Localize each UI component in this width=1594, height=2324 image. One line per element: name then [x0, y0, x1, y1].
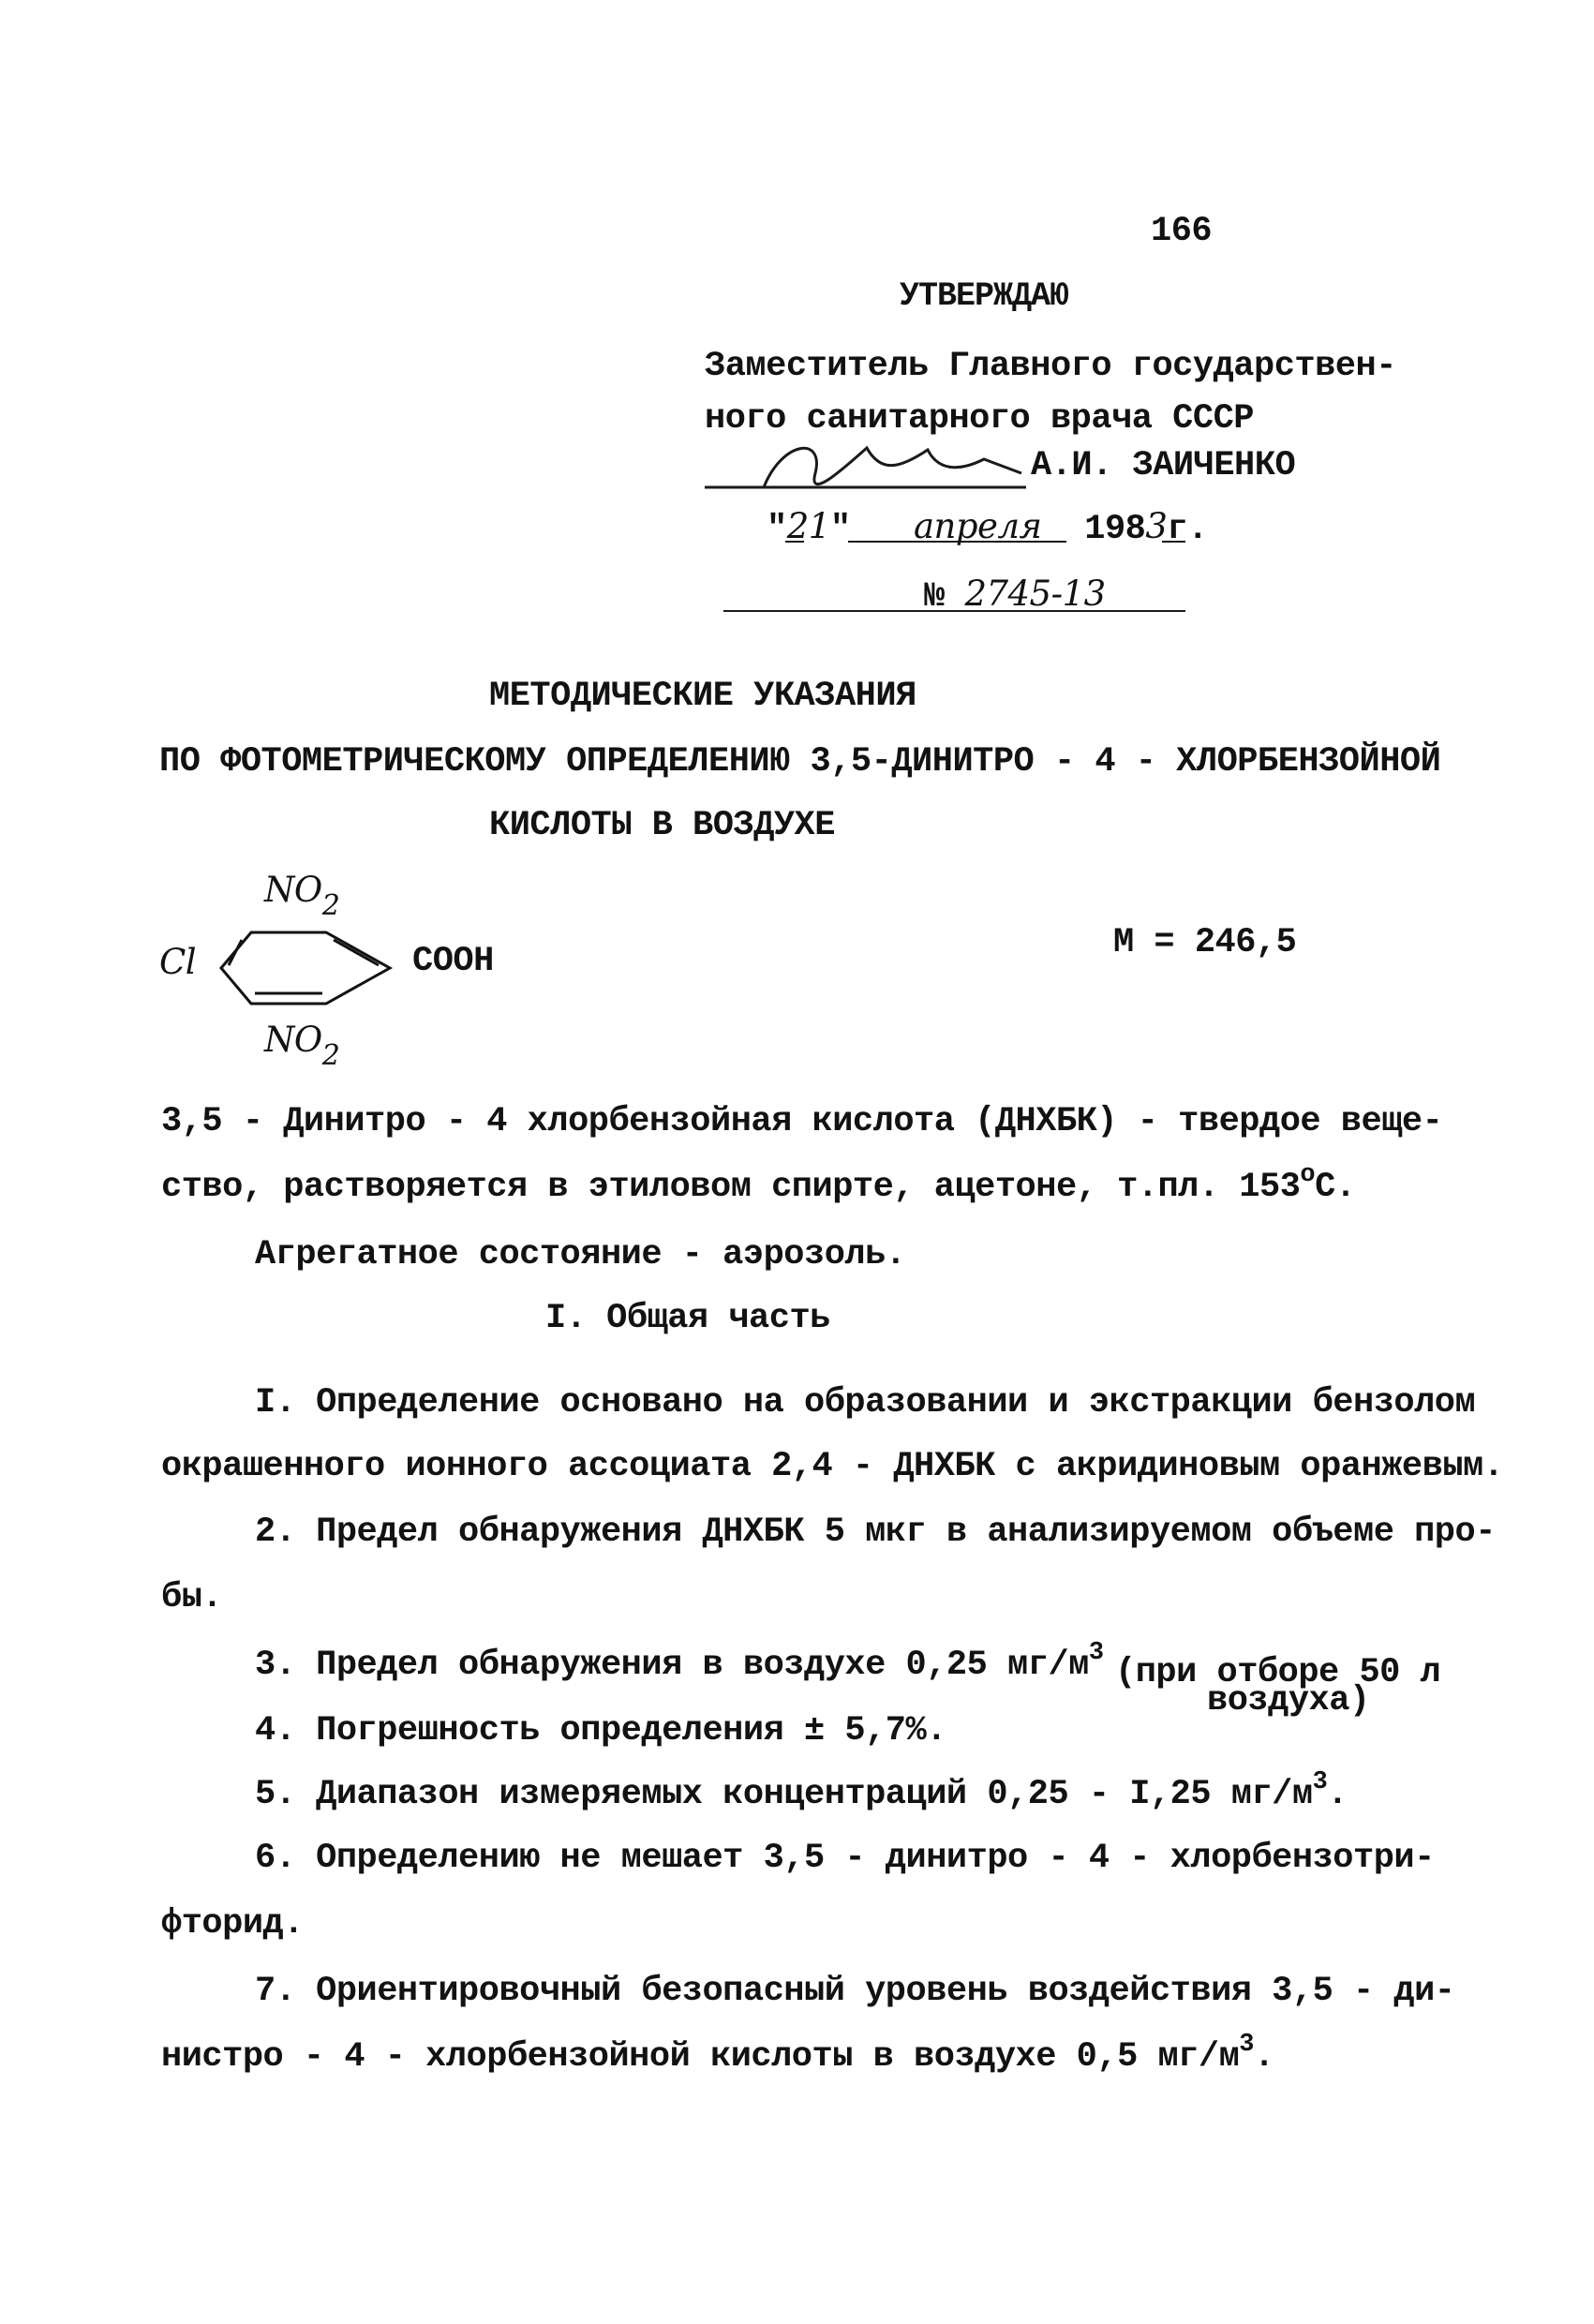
- item-3-note-line-2: воздуха): [1207, 1681, 1370, 1721]
- quote-open: ": [767, 510, 787, 549]
- quote-close: ": [829, 510, 851, 549]
- substituent-cooh: COOH: [412, 942, 494, 981]
- substituent-cl: Cl: [159, 942, 197, 982]
- description-line-1: 3,5 - Динитро - 4 хлорбензойная кислота (ДНХБК) - твердое веще-: [161, 1102, 1443, 1141]
- date-year-suffix: г.: [1167, 510, 1208, 549]
- title-line-3: КИСЛОТЫ В ВОЗДУХЕ: [489, 806, 835, 845]
- item-7-line-1: 7. Ориентировочный безопасный уровень воздействия 3,5 - ди-: [255, 1972, 1455, 2011]
- date-year-prefix: 198: [1084, 510, 1146, 549]
- number-prefix: №: [924, 577, 945, 617]
- date-day: 21: [786, 506, 830, 546]
- item-6-line-1: 6. Определению не мешает 3,5 - динитро - 4 - хлорбензотри-: [255, 1839, 1435, 1878]
- item-2-line-2: бы.: [161, 1578, 223, 1617]
- molar-mass: М = 246,5: [1113, 923, 1297, 962]
- item-3: 3. Предел обнаружения в воздухе 0,25 $мг/м^3$: [255, 1639, 1104, 1685]
- item-2-line-1: 2. Предел обнаружения ДНХБК 5 мкг в анализируемом объеме про-: [255, 1512, 1496, 1552]
- date-month: апреля: [913, 506, 1042, 546]
- approver-name: А.И. ЗАИЧЕНКО: [1031, 446, 1296, 485]
- ring-double-bond-left: [229, 940, 242, 965]
- item-1-line-1: I. Определение основано на образовании и экстракции бензолом: [255, 1383, 1476, 1423]
- substituent-no2-top: $NO_2$: [264, 870, 340, 922]
- section-title: I. Общая часть: [545, 1299, 830, 1338]
- date-year-digit: 3: [1145, 506, 1168, 546]
- description-line-2: ство, растворяется в этиловом спирте, ацетоне, т.пл. $153^оС$.: [161, 1161, 1356, 1207]
- item-7-line-2: нистро - 4 - хлорбензойной кислоты в воздухе 0,5 $мг/м^3$.: [161, 2031, 1274, 2077]
- title-line-1: МЕТОДИЧЕСКИЕ УКАЗАНИЯ: [489, 677, 916, 716]
- approval-line-2: ного санитарного врача СССР: [705, 399, 1254, 439]
- substituent-no2-bottom: $NO_2$: [264, 1020, 340, 1072]
- item-6-line-2: фторид.: [161, 1904, 304, 1944]
- ring-double-bond-right: [334, 940, 379, 965]
- title-line-2: ПО ФОТОМЕТРИЧЕСКОМУ ОПРЕДЕЛЕНИЮ 3,5-ДИНИТРО - 4 - ХЛОРБЕНЗОЙНОЙ: [159, 742, 1441, 782]
- description-line-3: Агрегатное состояние - аэрозоль.: [255, 1235, 906, 1274]
- number-value: 2745-13: [964, 574, 1106, 614]
- item-5: 5. Диапазон измеряемых концентраций 0,25 - I,25 $мг/м^3$.: [255, 1768, 1348, 1814]
- page-number: 166: [1151, 212, 1213, 251]
- item-4: 4. Погрешность определения ± 5,7%.: [255, 1711, 946, 1750]
- item-1-line-2: окрашенного ионного ассоциата 2,4 - ДНХБК с акридиновым оранжевым.: [161, 1447, 1504, 1486]
- approval-heading: УТВЕРЖДАЮ: [900, 277, 1069, 315]
- item-3-note-line-1: (при отборе 50 л: [1115, 1653, 1441, 1692]
- approval-line-1: Заместитель Главного государствен-: [705, 347, 1396, 386]
